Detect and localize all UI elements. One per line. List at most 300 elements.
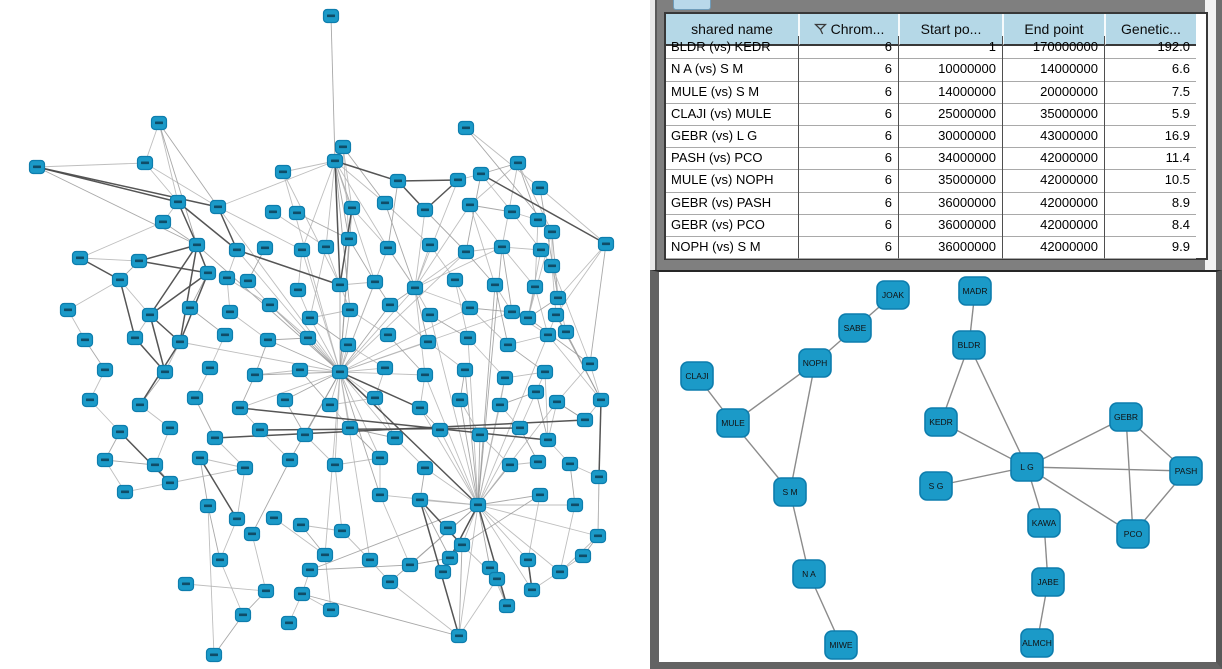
table-cell-value[interactable]: 11.4: [1104, 147, 1196, 170]
graph-node-88[interactable]: [498, 372, 513, 385]
graph-node-102[interactable]: [550, 396, 565, 409]
graph-node-27[interactable]: [258, 242, 273, 255]
graph-node-100[interactable]: [493, 399, 508, 412]
node-label-smudge: [436, 429, 444, 432]
node-label-smudge: [296, 369, 304, 372]
graph-node-1[interactable]: [152, 117, 167, 130]
graph-node-37[interactable]: [599, 238, 614, 251]
node-label-smudge: [146, 314, 154, 317]
table-panel: [650, 0, 1222, 270]
graph-node-131[interactable]: [230, 513, 245, 526]
graph-node-55[interactable]: [223, 306, 238, 319]
graph-node-7[interactable]: [391, 175, 406, 188]
graph-node-129[interactable]: [163, 477, 178, 490]
graph-node-115[interactable]: [592, 471, 607, 484]
panel-right-edge: [1216, 0, 1222, 270]
graph-node-38[interactable]: [156, 216, 171, 229]
graph-node-0[interactable]: [324, 10, 339, 23]
node-label-smudge: [204, 505, 212, 508]
graph-edge[interactable]: [969, 345, 1027, 467]
graph-node-140[interactable]: [568, 499, 583, 512]
graph-node-141[interactable]: [591, 530, 606, 543]
table-cell-value[interactable]: 43000000: [1002, 125, 1104, 148]
graph-node-86[interactable]: [418, 369, 433, 382]
table-cell-value[interactable]: 192.0: [1104, 36, 1196, 59]
node-label-smudge: [376, 494, 384, 497]
graph-node-71[interactable]: [341, 339, 356, 352]
graph-node-112[interactable]: [513, 422, 528, 435]
graph-edge: [340, 372, 380, 458]
graph-node-22[interactable]: [533, 182, 548, 195]
graph-node-61[interactable]: [463, 302, 478, 315]
graph-node-146[interactable]: [403, 559, 418, 572]
node-BLDR[interactable]: [953, 331, 985, 359]
node-label-smudge: [524, 317, 532, 320]
graph-node-91[interactable]: [83, 394, 98, 407]
table-cell-name[interactable]: PASH (vs) PCO: [666, 147, 798, 170]
graph-node-133[interactable]: [267, 512, 282, 525]
graph-node-90[interactable]: [594, 394, 609, 407]
graph-node-89[interactable]: [538, 366, 553, 379]
table-cell-value[interactable]: 20000000: [1002, 81, 1104, 104]
node-label-smudge: [466, 307, 474, 310]
node-MIWE[interactable]: [825, 631, 857, 659]
node-label-smudge: [182, 583, 190, 586]
graph-edge: [558, 244, 606, 298]
graph-node-104[interactable]: [163, 422, 178, 435]
node-label-smudge: [458, 544, 466, 547]
graph-node-136[interactable]: [373, 489, 388, 502]
table-cell-value[interactable]: 8.9: [1104, 192, 1196, 215]
table-cell-name[interactable]: GEBR (vs) PCO: [666, 214, 798, 237]
graph-node-110[interactable]: [433, 424, 448, 437]
graph-node-69[interactable]: [261, 334, 276, 347]
graph-node-84[interactable]: [333, 366, 348, 379]
node-label-smudge: [544, 439, 552, 442]
graph-node-76[interactable]: [541, 329, 556, 342]
node-label-smudge: [159, 221, 167, 224]
table-cell-value[interactable]: 42000000: [1002, 236, 1104, 259]
node-label-smudge: [131, 337, 139, 340]
graph-node-162[interactable]: [436, 566, 451, 579]
graph-node-79[interactable]: [98, 364, 113, 377]
node-label-smudge: [424, 341, 432, 344]
graph-node-160[interactable]: [207, 649, 222, 662]
graph-node-99[interactable]: [453, 394, 468, 407]
table-cell-value[interactable]: 35000000: [898, 169, 1002, 192]
graph-node-149[interactable]: [521, 554, 536, 567]
graph-node-121[interactable]: [328, 459, 343, 472]
graph-node-97[interactable]: [368, 392, 383, 405]
graph-edge: [80, 222, 163, 258]
node-KEDR[interactable]: [925, 408, 957, 436]
graph-node-127[interactable]: [563, 458, 578, 471]
graph-node-9[interactable]: [474, 168, 489, 181]
graph-node-66[interactable]: [128, 332, 143, 345]
graph-node-60[interactable]: [423, 309, 438, 322]
graph-node-44[interactable]: [333, 279, 348, 292]
node-label-smudge: [541, 371, 549, 374]
graph-node-50[interactable]: [545, 260, 560, 273]
graph-node-40[interactable]: [201, 267, 216, 280]
table-cell-value[interactable]: 6: [798, 147, 898, 170]
table-cell-value[interactable]: 6: [798, 169, 898, 192]
graph-node-158[interactable]: [525, 584, 540, 597]
table-cell-value[interactable]: 6: [798, 81, 898, 104]
graph-node-87[interactable]: [458, 364, 473, 377]
node-label-smudge: [366, 559, 374, 562]
graph-node-145[interactable]: [363, 554, 378, 567]
table-cell-value[interactable]: 9.9: [1104, 236, 1196, 259]
graph-node-139[interactable]: [533, 489, 548, 502]
node-MADR[interactable]: [959, 277, 991, 305]
graph-node-26[interactable]: [230, 244, 245, 257]
graph-edge: [425, 375, 478, 505]
graph-node-3[interactable]: [138, 157, 153, 170]
table-cell-name[interactable]: N A (vs) S M: [666, 58, 798, 81]
graph-node-155[interactable]: [303, 564, 318, 577]
graph-node-138[interactable]: [441, 522, 456, 535]
node-label-smudge: [493, 578, 501, 581]
node-MULE[interactable]: [717, 409, 749, 437]
graph-node-106[interactable]: [253, 424, 268, 437]
table-cell-value[interactable]: 36000000: [898, 214, 1002, 237]
graph-node-154[interactable]: [383, 576, 398, 589]
table-cell-value[interactable]: 14000000: [1002, 58, 1104, 81]
graph-node-96[interactable]: [323, 399, 338, 412]
node-label-smudge: [241, 467, 249, 470]
node-label-smudge: [191, 397, 199, 400]
graph-node-157[interactable]: [500, 600, 515, 613]
graph-node-164[interactable]: [490, 573, 505, 586]
graph-edge[interactable]: [790, 363, 815, 492]
graph-node-153[interactable]: [324, 604, 339, 617]
graph-node-47[interactable]: [448, 274, 463, 287]
graph-node-107[interactable]: [298, 429, 313, 442]
graph-node-42[interactable]: [241, 275, 256, 288]
graph-node-13[interactable]: [211, 201, 226, 214]
table-cell-value[interactable]: 8.4: [1104, 214, 1196, 237]
table-cell-value[interactable]: 6: [798, 214, 898, 237]
graph-node-152[interactable]: [282, 617, 297, 630]
graph-node-105[interactable]: [208, 432, 223, 445]
node-label-smudge: [269, 211, 277, 214]
graph-node-126[interactable]: [531, 456, 546, 469]
graph-node-144[interactable]: [318, 549, 333, 562]
graph-node-21[interactable]: [531, 214, 546, 227]
node-label-smudge: [301, 434, 309, 437]
node-PASH[interactable]: [1170, 457, 1202, 485]
graph-node-74[interactable]: [461, 332, 476, 345]
node-label-smudge: [562, 331, 570, 334]
graph-node-161[interactable]: [295, 588, 310, 601]
table-cell-value[interactable]: 42000000: [1002, 214, 1104, 237]
graph-node-39[interactable]: [113, 274, 128, 287]
table-cell-value[interactable]: 6: [798, 103, 898, 126]
table-cell-name[interactable]: MULE (vs) NOPH: [666, 169, 798, 192]
graph-node-159[interactable]: [179, 578, 194, 591]
graph-node-29[interactable]: [319, 241, 334, 254]
graph-node-68[interactable]: [218, 329, 233, 342]
graph-node-31[interactable]: [381, 242, 396, 255]
table-cell-value[interactable]: 30000000: [898, 125, 1002, 148]
graph-node-137[interactable]: [413, 494, 428, 507]
node-label-smudge: [516, 427, 524, 430]
node-label-smudge: [116, 279, 124, 282]
graph-edge-bold: [599, 400, 601, 477]
graph-node-103[interactable]: [113, 426, 128, 439]
graph-node-114[interactable]: [578, 414, 593, 427]
graph-edge: [415, 288, 425, 375]
graph-node-65[interactable]: [78, 334, 93, 347]
node-label-smudge: [504, 344, 512, 347]
graph-edge[interactable]: [1027, 467, 1186, 471]
graph-node-53[interactable]: [143, 309, 158, 322]
node-L-G[interactable]: [1011, 453, 1043, 481]
graph-node-8[interactable]: [451, 174, 466, 187]
node-label-smudge: [426, 314, 434, 317]
table-cell-value[interactable]: 36000000: [898, 236, 1002, 259]
graph-node-5[interactable]: [276, 166, 291, 179]
node-label-smudge: [322, 246, 330, 249]
graph-node-54[interactable]: [183, 302, 198, 315]
node-label-smudge: [506, 464, 514, 467]
graph-node-95[interactable]: [278, 394, 293, 407]
graph-node-25[interactable]: [190, 239, 205, 252]
table-cell-value[interactable]: 25000000: [898, 103, 1002, 126]
node-label-smudge: [421, 374, 429, 377]
node-label-smudge: [281, 399, 289, 402]
graph-node-119[interactable]: [238, 462, 253, 475]
node-label-smudge: [537, 249, 545, 252]
node-label-smudge: [394, 180, 402, 183]
table-cell-value[interactable]: 14000000: [898, 81, 1002, 104]
graph-node-63[interactable]: [521, 312, 536, 325]
tab-fragment[interactable]: [673, 0, 711, 10]
node-S-G[interactable]: [920, 472, 952, 500]
table-cell-value[interactable]: 5.9: [1104, 103, 1196, 126]
graph-node-6[interactable]: [328, 155, 343, 168]
table-cell-name[interactable]: GEBR (vs) L G: [666, 125, 798, 148]
table-cell-name[interactable]: NOPH (vs) S M: [666, 236, 798, 259]
graph-node-125[interactable]: [503, 459, 518, 472]
node-label: NOPH: [802, 358, 828, 368]
graph-node-30[interactable]: [342, 233, 357, 246]
node-PCO[interactable]: [1117, 520, 1149, 548]
node-S-M[interactable]: [774, 478, 806, 506]
table-cell-value[interactable]: 6: [798, 125, 898, 148]
graph-node-20[interactable]: [505, 206, 520, 219]
graph-node-85[interactable]: [378, 362, 393, 375]
node-label-smudge: [285, 622, 293, 625]
graph-node-122[interactable]: [373, 452, 388, 465]
node-label-smudge: [456, 399, 464, 402]
graph-node-72[interactable]: [381, 329, 396, 342]
graph-node-62[interactable]: [505, 306, 520, 319]
table-cell-value[interactable]: 16.9: [1104, 125, 1196, 148]
graph-node-4[interactable]: [336, 141, 351, 154]
graph-node-81[interactable]: [203, 362, 218, 375]
graph-node-41[interactable]: [220, 272, 235, 285]
graph-node-75[interactable]: [501, 339, 516, 352]
node-label-smudge: [571, 504, 579, 507]
graph-node-156[interactable]: [455, 539, 470, 552]
graph-node-14[interactable]: [266, 206, 281, 219]
table-cell-value[interactable]: 34000000: [898, 147, 1002, 170]
node-label-smudge: [496, 404, 504, 407]
graph-node-165[interactable]: [576, 550, 591, 563]
graph-node-134[interactable]: [294, 519, 309, 532]
graph-node-11[interactable]: [459, 122, 474, 135]
graph-node-57[interactable]: [303, 312, 318, 325]
node-JOAK[interactable]: [877, 281, 909, 309]
graph-node-24[interactable]: [132, 255, 147, 268]
graph-node-80[interactable]: [158, 366, 173, 379]
graph-node-93[interactable]: [188, 392, 203, 405]
graph-edge: [420, 500, 478, 505]
graph-node-92[interactable]: [133, 399, 148, 412]
node-label-smudge: [321, 554, 329, 557]
table-cell-value[interactable]: 6: [798, 236, 898, 259]
node-JABE[interactable]: [1032, 568, 1064, 596]
graph-node-142[interactable]: [213, 554, 228, 567]
node-label-smudge: [421, 467, 429, 470]
graph-node-43[interactable]: [291, 284, 306, 297]
graph-node-163[interactable]: [452, 630, 467, 643]
graph-node-64[interactable]: [549, 309, 564, 322]
graph-node-19[interactable]: [463, 199, 478, 212]
graph-node-23[interactable]: [73, 252, 88, 265]
node-label: N A: [802, 569, 816, 579]
table-cell-value[interactable]: 1: [898, 36, 1002, 59]
graph-node-35[interactable]: [534, 244, 549, 257]
node-GEBR[interactable]: [1110, 403, 1142, 431]
graph-edge-bold: [139, 261, 208, 273]
graph-node-113[interactable]: [541, 434, 556, 447]
graph-node-130[interactable]: [201, 500, 216, 513]
table-cell-name[interactable]: MULE (vs) S M: [666, 81, 798, 104]
graph-node-58[interactable]: [343, 304, 358, 317]
table-cell-value[interactable]: 6: [798, 192, 898, 215]
graph-node-101[interactable]: [529, 386, 544, 399]
graph-node-33[interactable]: [459, 246, 474, 259]
graph-edge: [459, 579, 497, 636]
graph-node-12[interactable]: [171, 196, 186, 209]
graph-node-52[interactable]: [61, 304, 76, 317]
table-cell-value[interactable]: 35000000: [1002, 103, 1104, 126]
graph-node-151[interactable]: [236, 609, 251, 622]
graph-node-135[interactable]: [335, 525, 350, 538]
graph-node-78[interactable]: [559, 326, 574, 339]
graph-node-109[interactable]: [388, 432, 403, 445]
graph-node-150[interactable]: [553, 566, 568, 579]
graph-node-117[interactable]: [148, 459, 163, 472]
graph-node-132[interactable]: [245, 528, 260, 541]
graph-node-83[interactable]: [293, 364, 308, 377]
table-cell-value[interactable]: 6.6: [1104, 58, 1196, 81]
graph-node-45[interactable]: [368, 276, 383, 289]
graph-node-67[interactable]: [173, 336, 188, 349]
table-cell-name[interactable]: CLAJI (vs) MULE: [666, 103, 798, 126]
graph-node-94[interactable]: [233, 402, 248, 415]
table-cell-value[interactable]: 42000000: [1002, 169, 1104, 192]
node-CLAJI[interactable]: [681, 362, 713, 390]
graph-node-56[interactable]: [263, 299, 278, 312]
graph-node-108[interactable]: [343, 422, 358, 435]
node-label-smudge: [279, 171, 287, 174]
graph-node-98[interactable]: [413, 402, 428, 415]
table-cell-name[interactable]: BLDR (vs) KEDR: [666, 36, 798, 59]
graph-node-59[interactable]: [383, 299, 398, 312]
table-cell-value[interactable]: 7.5: [1104, 81, 1196, 104]
graph-node-32[interactable]: [423, 239, 438, 252]
table-cell-value[interactable]: 36000000: [898, 192, 1002, 215]
table-cell-value[interactable]: 6: [798, 36, 898, 59]
node-ALMCH[interactable]: [1021, 629, 1053, 657]
node-N-A[interactable]: [793, 560, 825, 588]
graph-node-143[interactable]: [259, 585, 274, 598]
graph-node-118[interactable]: [193, 452, 208, 465]
table-cell-value[interactable]: 10.5: [1104, 169, 1196, 192]
node-KAWA[interactable]: [1028, 509, 1060, 537]
graph-node-51[interactable]: [551, 292, 566, 305]
node-label: S G: [928, 481, 944, 491]
graph-edge: [390, 582, 459, 636]
node-label-smudge: [141, 162, 149, 165]
node-label-smudge: [264, 339, 272, 342]
node-label-smudge: [33, 166, 41, 169]
graph-node-34[interactable]: [495, 241, 510, 254]
graph-node-111[interactable]: [473, 429, 488, 442]
graph-node-18[interactable]: [418, 204, 433, 217]
graph-node-120[interactable]: [283, 454, 298, 467]
filter-icon[interactable]: [814, 23, 827, 35]
graph-node-128[interactable]: [118, 486, 133, 499]
table-cell-value[interactable]: 42000000: [1002, 192, 1104, 215]
graph-node-2[interactable]: [30, 161, 45, 174]
graph-node-49[interactable]: [528, 281, 543, 294]
filtered-network-canvas[interactable]: [659, 272, 1216, 662]
node-NOPH[interactable]: [799, 349, 831, 377]
table-cell-value[interactable]: 10000000: [898, 58, 1002, 81]
graph-node-77[interactable]: [583, 358, 598, 371]
attribute-table: [664, 12, 1208, 260]
table-cell-value[interactable]: 6: [798, 58, 898, 81]
table-cell-name[interactable]: GEBR (vs) PASH: [666, 192, 798, 215]
graph-node-123[interactable]: [418, 462, 433, 475]
graph-node-10[interactable]: [511, 157, 526, 170]
graph-node-17[interactable]: [378, 197, 393, 210]
graph-edge[interactable]: [1126, 417, 1133, 534]
graph-node-48[interactable]: [488, 279, 503, 292]
graph-node-73[interactable]: [421, 336, 436, 349]
graph-node-28[interactable]: [295, 244, 310, 257]
graph-node-124[interactable]: [471, 499, 486, 512]
graph-node-15[interactable]: [290, 207, 305, 220]
graph-node-82[interactable]: [248, 369, 263, 382]
node-label-smudge: [503, 605, 511, 608]
graph-node-147[interactable]: [443, 552, 458, 565]
node-label-smudge: [602, 243, 610, 246]
graph-node-116[interactable]: [98, 454, 113, 467]
graph-node-46[interactable]: [408, 282, 423, 295]
graph-node-70[interactable]: [301, 332, 316, 345]
graph-node-16[interactable]: [345, 202, 360, 215]
table-cell-value[interactable]: 42000000: [1002, 147, 1104, 170]
node-SABE[interactable]: [839, 314, 871, 342]
table-cell-value[interactable]: 170000000: [1002, 36, 1104, 59]
graph-node-36[interactable]: [545, 226, 560, 239]
